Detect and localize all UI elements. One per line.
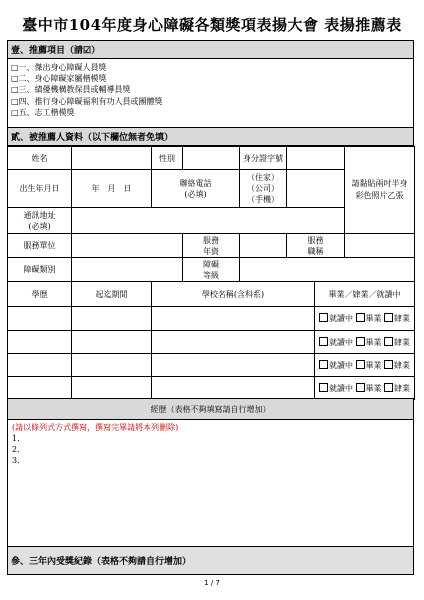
experience-table bbox=[7, 398, 414, 550]
photo-area[interactable]: 請黏貼兩吋半身彩色照片乙張 bbox=[345, 147, 415, 234]
birth-label: 出生年月日 bbox=[8, 170, 72, 208]
years-field[interactable] bbox=[240, 234, 287, 258]
page-number: 1 / 7 bbox=[204, 579, 220, 587]
edu-header-period: 起迄期間 bbox=[72, 282, 152, 307]
disability-level-label: 障礙 等級 bbox=[183, 258, 240, 282]
edu-period-field[interactable] bbox=[72, 377, 152, 400]
edu-degree-field[interactable] bbox=[8, 331, 72, 354]
address-label: 通訊地址 (必填) bbox=[8, 208, 72, 234]
edu-degree-field[interactable] bbox=[8, 377, 72, 400]
checkbox[interactable] bbox=[356, 337, 365, 346]
checkbox[interactable] bbox=[384, 383, 393, 392]
checkbox[interactable] bbox=[319, 337, 328, 346]
checkbox[interactable] bbox=[356, 360, 365, 369]
checkbox[interactable] bbox=[384, 313, 393, 322]
personal-info-table bbox=[7, 146, 415, 282]
edu-status-options: 就讀中 畢業 肄業 bbox=[315, 331, 415, 354]
experience-item: 3. bbox=[12, 456, 20, 465]
phone-types bbox=[240, 170, 287, 208]
section3-table bbox=[7, 546, 414, 575]
edu-header-status: 畢業／肄業／就讀中 bbox=[315, 282, 415, 307]
experience-item: 1. bbox=[12, 434, 20, 443]
edu-status-options: 就讀中 畢業 肄業 bbox=[315, 377, 415, 400]
edu-school-field[interactable] bbox=[152, 307, 315, 331]
award-item[interactable]: □四、推行身心障礙福利有功人員或團體獎 bbox=[11, 96, 163, 106]
section1-heading: 壹、推薦項目（請☑） bbox=[8, 41, 414, 59]
award-item[interactable]: □一、傑出身心障礙人員獎 bbox=[11, 63, 107, 72]
award-item[interactable]: □三、績優機構教保員或輔導員獎 bbox=[11, 85, 131, 95]
edu-period-field[interactable] bbox=[72, 354, 152, 377]
name-field[interactable] bbox=[72, 147, 152, 170]
disability-type-label: 障礙類別 bbox=[8, 258, 72, 282]
unit-label: 服務單位 bbox=[8, 234, 72, 258]
checkbox[interactable] bbox=[384, 360, 393, 369]
edu-school-field[interactable] bbox=[152, 354, 315, 377]
table-row bbox=[8, 354, 415, 377]
table-row bbox=[8, 331, 415, 354]
phone-field[interactable] bbox=[287, 170, 345, 208]
edu-status-options: 就讀中 畢業 肄業 bbox=[315, 307, 415, 331]
years-label: 服務 年資 bbox=[183, 234, 240, 258]
table-row bbox=[8, 377, 415, 400]
section3-heading: 參、三年內受獎紀錄（表格不夠請自行增加） bbox=[8, 547, 414, 575]
table-row bbox=[8, 307, 415, 331]
award-item[interactable]: □五、志工楷模獎 bbox=[11, 107, 75, 117]
phone-home-label: （住家） bbox=[247, 173, 279, 182]
edu-school-field[interactable] bbox=[152, 377, 315, 400]
document-title: 臺中市104年度身心障礙各類獎項表揚大會 表揚推薦表 bbox=[22, 16, 402, 34]
unit-field[interactable] bbox=[72, 234, 183, 258]
gender-field[interactable] bbox=[183, 147, 240, 170]
birth-field[interactable]: 年 月 日 bbox=[72, 170, 152, 208]
section2-heading: 貳、被推薦人資料（以下欄位無者免填） bbox=[8, 128, 414, 146]
education-table bbox=[7, 281, 415, 400]
checkbox[interactable] bbox=[319, 383, 328, 392]
disability-type-field[interactable] bbox=[72, 258, 183, 282]
edu-period-field[interactable] bbox=[72, 307, 152, 331]
experience-item: 2. bbox=[12, 445, 20, 454]
checkbox[interactable] bbox=[356, 313, 365, 322]
checkbox[interactable] bbox=[384, 337, 393, 346]
experience-field[interactable] bbox=[8, 420, 414, 550]
checkbox[interactable] bbox=[319, 360, 328, 369]
edu-degree-field[interactable] bbox=[8, 307, 72, 331]
job-title-field[interactable] bbox=[345, 234, 415, 258]
edu-period-field[interactable] bbox=[72, 331, 152, 354]
award-item[interactable]: □二、身心障礙家屬楷模獎 bbox=[11, 74, 107, 84]
edu-header-degree: 學歷 bbox=[8, 282, 72, 307]
edu-status-options: 就讀中 畢業 肄業 bbox=[315, 354, 415, 377]
gender-label: 性別 bbox=[152, 147, 183, 170]
experience-heading: 經歷（表格不夠填寫請自行增加） bbox=[8, 399, 414, 420]
edu-header-school: 學校名稱(含科系) bbox=[152, 282, 315, 307]
edu-degree-field[interactable] bbox=[8, 354, 72, 377]
section1-table bbox=[7, 40, 414, 146]
experience-hint: (請以條列式方式撰寫，撰寫完畢請將本列刪除) bbox=[12, 423, 179, 432]
phone-label: 聯絡電話 (必填) bbox=[152, 170, 240, 208]
checkbox[interactable] bbox=[319, 313, 328, 322]
address-field[interactable] bbox=[72, 208, 345, 234]
phone-mobile-label: （手機） bbox=[247, 195, 279, 204]
edu-school-field[interactable] bbox=[152, 331, 315, 354]
disability-level-field[interactable] bbox=[240, 258, 415, 282]
name-label: 姓名 bbox=[8, 147, 72, 170]
job-title-label: 服務 職稱 bbox=[287, 234, 345, 258]
id-label: 身分證字號 bbox=[240, 147, 287, 170]
award-list bbox=[8, 59, 414, 128]
phone-office-label: （公司） bbox=[247, 184, 279, 193]
id-field[interactable] bbox=[287, 147, 345, 170]
checkbox[interactable] bbox=[356, 383, 365, 392]
